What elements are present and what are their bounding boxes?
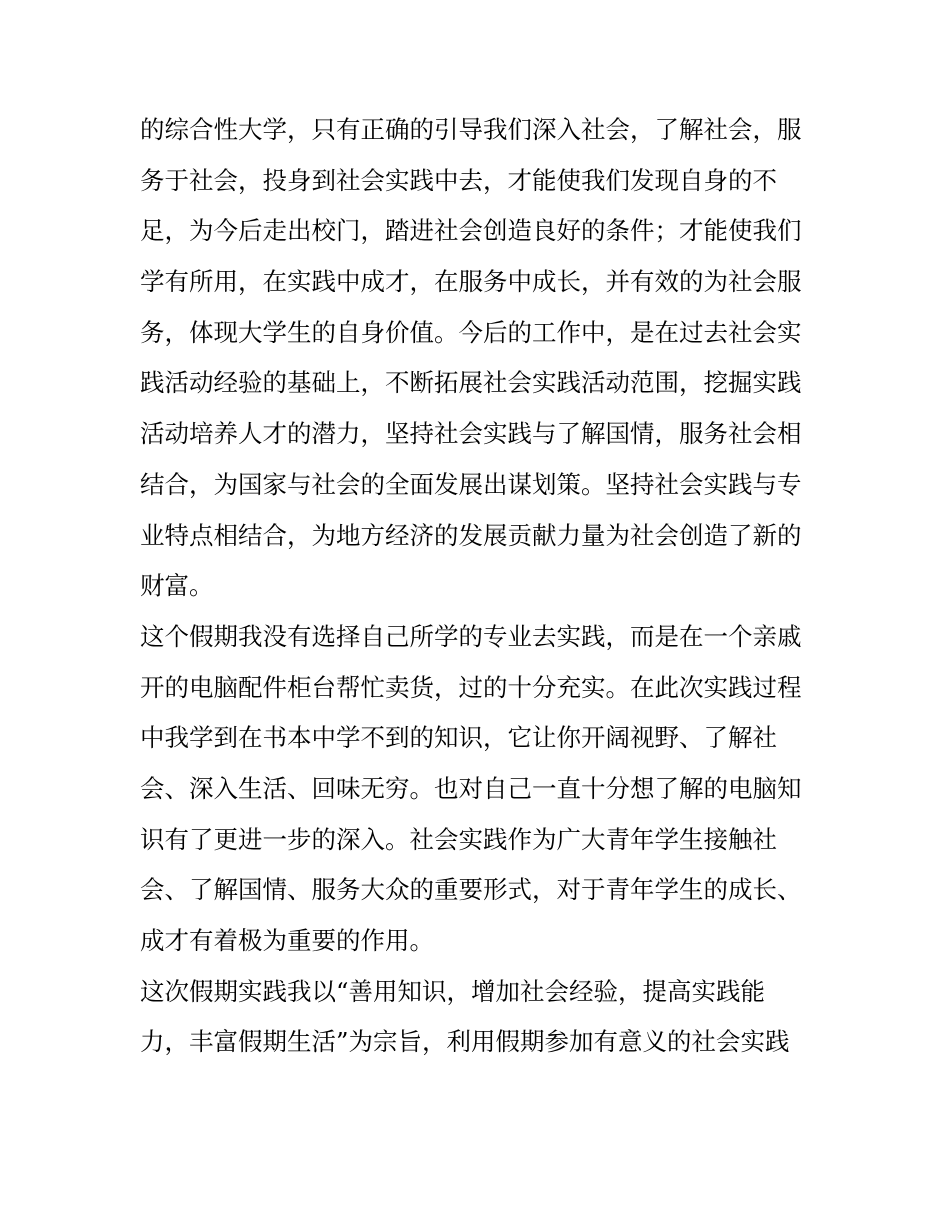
text-line: 力，丰富假期生活”为宗旨，利用假期参加有意义的社会实践 [140,1027,790,1057]
text-line: 学有所用，在实践中成才，在服务中成长，并有效的为社会服 [140,267,802,297]
body-text [140,105,830,1068]
text-line: 中我学到在书本中学不到的知识，它让你开阔视野、了解社 [140,723,777,753]
text-line: 务于社会，投身到社会实践中去，才能使我们发现自身的不 [140,165,777,195]
text-line: 践活动经验的基础上，不断拓展社会实践活动范围，挖掘实践 [140,368,802,398]
text-line: 这个假期我没有选择自己所学的专业去实践，而是在一个亲戚 [140,621,802,651]
text-line: 财富。 [140,571,214,601]
paragraph-3 [140,967,830,1068]
paragraph-1 [140,105,830,612]
text-line: 务，体现大学生的自身价值。今后的工作中，是在过去社会实 [140,317,802,347]
paragraph-2 [140,612,830,967]
text-line: 的综合性大学，只有正确的引导我们深入社会，了解社会，服 [140,115,802,144]
text-line: 这次假期实践我以“善用知识，增加社会经验，提高实践能 [140,976,766,1006]
text-line: 会、了解国情、服务大众的重要形式，对于青年学生的成长、 [140,875,802,905]
text-line: 识有了更进一步的深入。社会实践作为广大青年学生接触社 [140,824,777,854]
text-line: 业特点相结合，为地方经济的发展贡献力量为社会创造了新的 [140,520,802,550]
text-line: 足，为今后走出校门，踏进社会创造良好的条件；才能使我们 [140,216,802,246]
text-line: 开的电脑配件柜台帮忙卖货，过的十分充实。在此次实践过程 [140,672,802,702]
text-line: 成才有着极为重要的作用。 [140,926,434,955]
text-line: 结合，为国家与社会的全面发展出谋划策。坚持社会实践与专 [140,469,802,499]
text-line: 会、深入生活、回味无穷。也对自己一直十分想了解的电脑知 [140,773,802,803]
text-line: 活动培养人才的潜力，坚持社会实践与了解国情，服务社会相 [140,419,802,449]
